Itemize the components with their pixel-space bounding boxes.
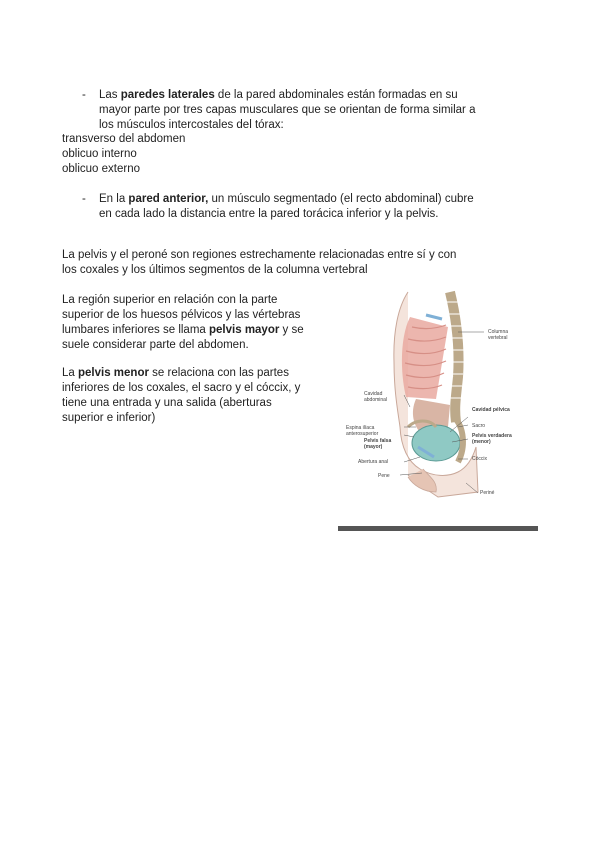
label-cavidad-abdominal: Cavidad abdominal (364, 391, 388, 403)
label-pelvis-falsa (364, 438, 402, 450)
bold-term: pelvis mayor (209, 324, 280, 336)
muscle-item: oblicuo interno (62, 148, 137, 160)
label-text: Pelvis verdadera (menor) (472, 433, 512, 445)
anatomy-figure (338, 287, 538, 512)
label-text: Pelvis falsa (mayor) (364, 438, 392, 450)
muscle-item: oblicuo externo (62, 163, 140, 175)
figure-bottom-bar (338, 526, 538, 531)
label-espina: Espina ilíaca anterosuperior (346, 425, 379, 437)
label-abertura: Abertura anal (358, 459, 389, 465)
bold-term: paredes laterales (120, 89, 215, 101)
label-sacro: Sacro (472, 423, 486, 429)
text-segment: un músculo segmentado (el recto abdominal) cubre en cada lado la distancia entre la pared torácica inferior y la pelvis. (99, 193, 474, 220)
text-segment: y se suele considerar parte del abdomen. (62, 324, 304, 351)
bullet-dash: - (82, 89, 86, 101)
pelvis-paragraph: La pelvis y el peroné son regiones estrechamente relacionadas entre sí y con los coxales y los últimos segmentos de la columna vertebral (62, 249, 457, 276)
text-segment: En la (99, 193, 129, 205)
pelvis-menor-paragraph (62, 366, 312, 426)
bold-term: pared anterior, (128, 193, 209, 205)
bullet-dash: - (82, 193, 86, 205)
label-pene: Pene (378, 473, 390, 479)
text-segment: La región superior en relación con la parte superior de los huesos pélvicos y las vértebras lumbares inferiores se llama (62, 294, 301, 336)
text-segment: se relaciona con las partes inferiores de los coxales, el sacro y el cóccix, y tiene una entrada y una salida (aberturas superior e inferior) (62, 367, 301, 424)
label-text: Cavidad pélvica (472, 407, 510, 413)
text-segment: Las (99, 89, 121, 101)
label-pelvis-verdadera (472, 433, 512, 445)
lateral-walls-paragraph (99, 88, 479, 133)
text-segment: de la pared abdominales están formadas en su mayor parte por tres capas musculares que se orientan de forma similar a los músculos intercostales del tórax: (99, 89, 476, 131)
label-cavidad-pelvica (472, 407, 512, 413)
label-coccix: Cóccix (472, 456, 488, 462)
text-segment: La (62, 367, 78, 379)
label-columna: Columna vertebral (488, 329, 509, 341)
anterior-wall-paragraph (99, 192, 479, 222)
pelvic-cavity (412, 425, 460, 461)
bold-term: pelvis menor (78, 367, 149, 379)
muscle-item: transverso del abdomen (62, 133, 186, 145)
pelvis-mayor-paragraph (62, 293, 312, 353)
label-perine: Periné (480, 490, 495, 496)
